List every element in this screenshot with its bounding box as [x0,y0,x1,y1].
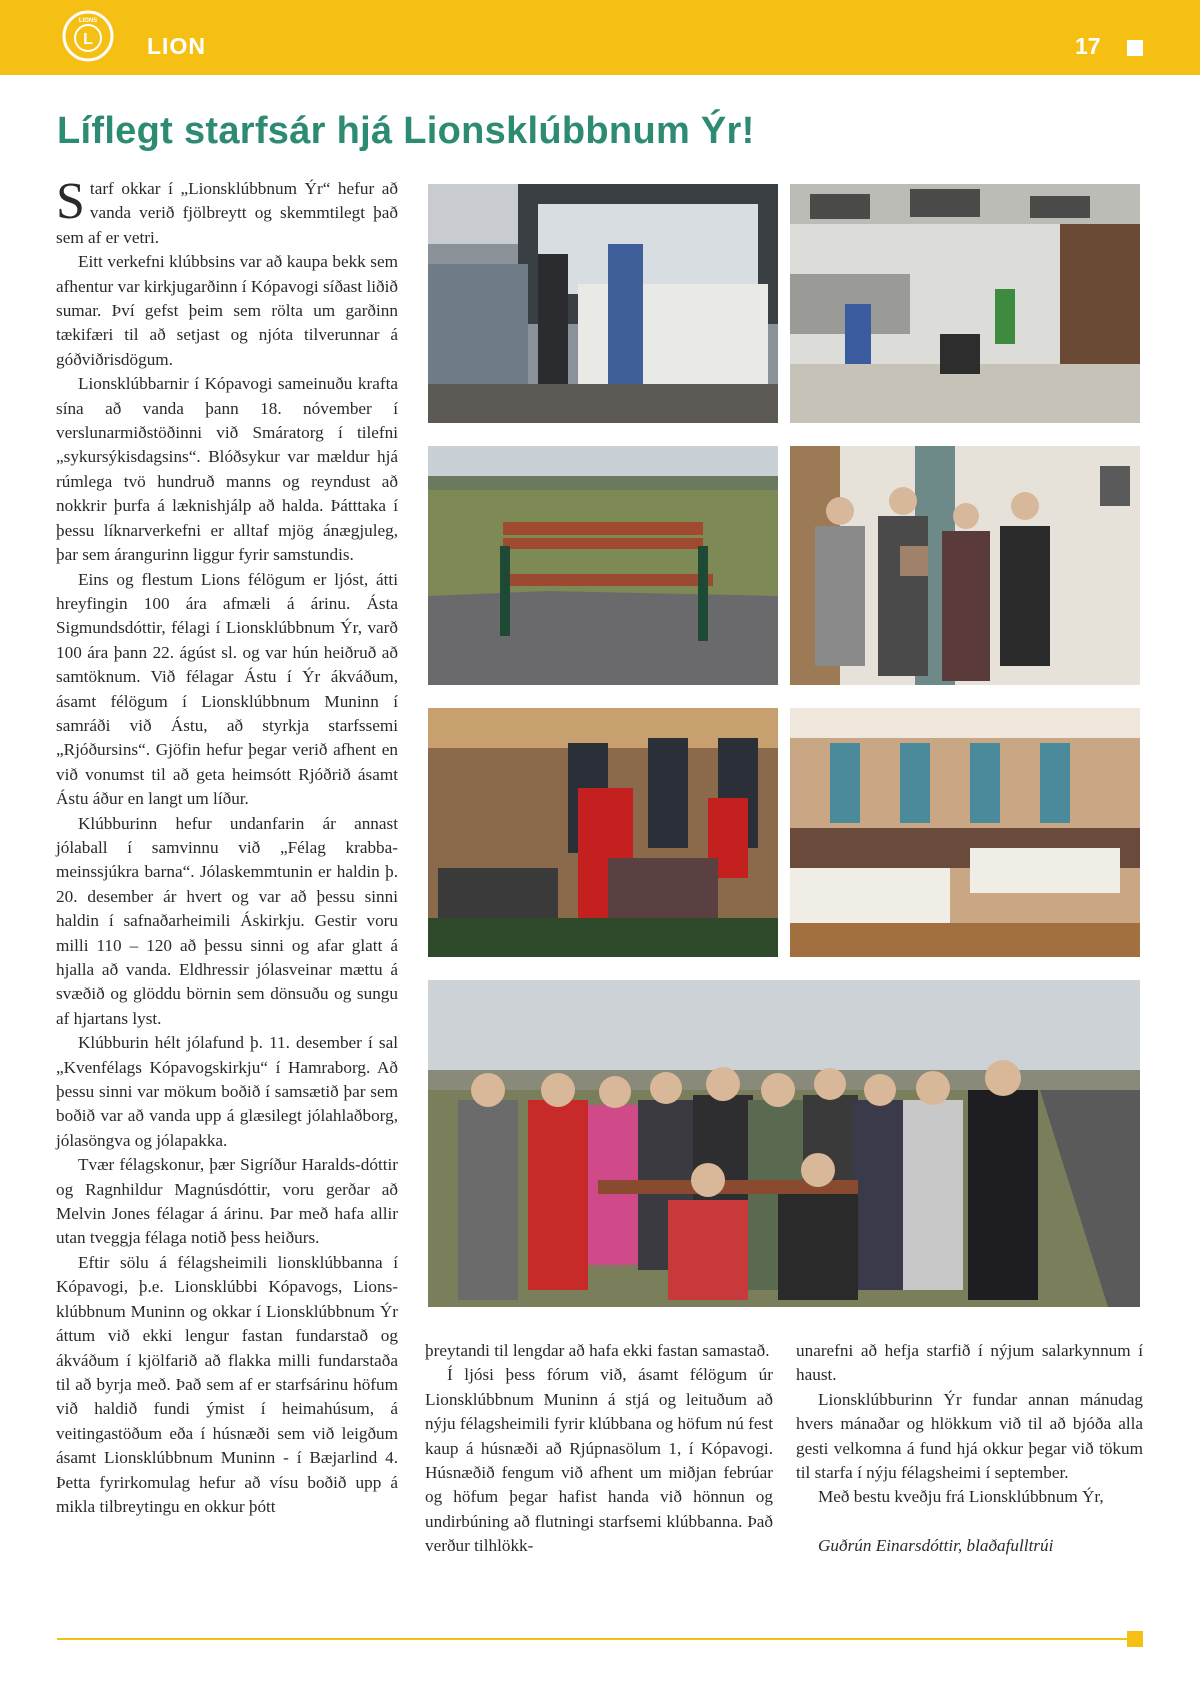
article-paragraph: Með bestu kveðju frá Lionsklúbbnum Ýr, [818,1487,1104,1507]
article-column-2 [425,1339,773,1559]
page-number: 17 [1075,33,1101,59]
magazine-name: LION [147,33,206,59]
footer-rule [57,1638,1127,1640]
svg-text:LIONS: LIONS [78,18,98,24]
svg-text:L: L [83,31,93,48]
article-paragraph: Klúbburinn hefur undanfarin ár annast jólaball í samvinnu við „Félag krabba-meinssjúkra barna“. Jólaskemmtunin er haldin þ. 20. desember ár hvert og var að þessu sinni haldin í safnaðarheimili Áskirkju. Gestir voru milli 110 – 120 að þessu sinni og afar glatt á hjalla að vanda. Eldhressir jólasveinar mættu á svæðið og glöddu börnin sem dönsuðu og sungu af hjartans lyst. [56,813,398,1028]
photo-carrying-panels [428,184,778,423]
photo-christmas-party [428,708,778,957]
article-paragraph: Í ljósi þess fórum við, ásamt félögum úr Lionsklúbbnum Muninn á stjá og leituðum að nýju félagsheimili fyrir klúbbana og höfum nú fest kaup á húsnæði að Rjúpnasölum 1, í Kópavogi. Húsnæðið fengum við afhent um miðjan febrúar og höfum þegar hafist handa við hönnun og undirbúning að flutningi starfsemi klúbbanna. Það verður tilhlökk- [425,1365,773,1556]
paragraph-text: tarf okkar í „Lionsklúbbnum Ýr“ hefur að vanda verið fjölbreytt og skemmtilegt það sem af er vetri. [56,179,398,247]
article-paragraph: Lionsklúbburinn Ýr fundar annan mánudag hvers mánaðar og hlökkum við til að bjóða alla gesti velkomna á fund hjá okkur þegar við tökum til starfa í nýju félagsheimi í september. [796,1389,1143,1483]
article-paragraph: unarefni að hefja starfið í nýjum salarkynnum í haust. [796,1341,1143,1385]
article-paragraph: Eftir sölu á félagsheimili lionsklúbbanna í Kópavogi, þ.e. Lionsklúbbi Kópavogs, Lions-klúbbnum Muninn og okkar í Lionsklúbbnum Ýr áttum við ekki lengur fastan fundarstað og ákváðum í kjölfarið að flakka milli fundarstaða til að byrja með. Það sem af er starfsárinu höfum við haldið fundi ýmist í heimahúsum, á veitingastöðum eða í húsnæði sem við leigðum ásamt Lionsklúbbnum Muninn - í Bæjarlind 4. Þetta fyrirkomulag hefur að vísu boðið upp á mikla tilbreytingu en okkur þótt [56,1252,398,1516]
photo-bench [428,446,778,685]
article-paragraph: Tvær félagskonur, þær Sigríður Haralds-dóttir og Ragnhildur Magnúsdóttir, voru gerðar að Melvin Jones félagar á árinu. Þar með hafa allir utan tveggja félaga notið þess heiðurs. [56,1155,398,1248]
article-paragraph: Lionsklúbbarnir í Kópavogi sameinuðu krafta sína að vanda þann 18. nóvember í verslunarmiðstöðinni við Smáratorg í tilefni „sykursýkisdagsins“. Blóðsykur var mældur hjá rúmlega tvö hundruð manns og reyndust að nokkrir þurfa á læknishjálp að halda. Þátttaka í þessu líknarverkefni er alltaf mjög ánægjuleg, þar sem árangurinn liggur fyrir samstundis. [56,374,398,565]
article-paragraph: Eins og flestum Lions félögum er ljóst, átti hreyfingin 100 ára afmæli á árinu. Ásta Sigmundsdóttir, félagi í Lionsklúbbnum Ýr, varð 100 ára þann 22. ágúst sl. og var hún heiðruð að samtöknum. Við félagar Ástu í Ýr ákváðum, ásamt félögum í Lionsklúbbnum Muninn í samráði við Ástu, að styrkja starfssemi „Rjóðursins“. Gjöfin hefur þegar verið afhent en við vonumst til að geta heimsótt Rjóðrið ásamt Ástu áður en langt um líður. [56,569,398,809]
footer-square-marker [1127,1631,1143,1647]
article-paragraph: þreytandi til lengdar að hafa ekki fastan samastað. [425,1341,770,1360]
photo-group-at-bench [428,980,1140,1307]
article-column-3 [796,1339,1143,1558]
article-paragraph: Klúbburin hélt jólafund þ. 11. desember í sal „Kvenfélags Kópavogskirkju“ í Hamraborg. Að þessu sinni var mökum boðið í samsætið þar sem boðið var að vanda upp á glæsilegt jólahlaðborg, jólasöngva og jólapakka. [56,1033,398,1150]
article-paragraph-1 [56,173,398,250]
author-signature: Guðrún Einarsdóttir, blaðafulltrúi [818,1535,1054,1555]
lions-logo [62,10,114,62]
page-header [0,0,1200,75]
article-column-1 [56,173,398,1519]
header-square-marker [1127,40,1143,56]
photo-christmas-dinner [790,708,1140,957]
article-title: Líflegt starfsár hjá Lionsklúbbnum Ýr! [57,110,755,152]
drop-cap: S [56,173,85,230]
photo-award-ceremony [790,446,1140,685]
photo-renovation [790,184,1140,423]
article-paragraph: Eitt verkefni klúbbsins var að kaupa bekk sem afhentur var kirkjugarðinn í Kópavogi síðast liðið sumar. Því gefst þeim sem rölta um garðinn tækifæri til að setjast og njóta tilverunnar á góðviðrisdögum. [56,252,398,369]
